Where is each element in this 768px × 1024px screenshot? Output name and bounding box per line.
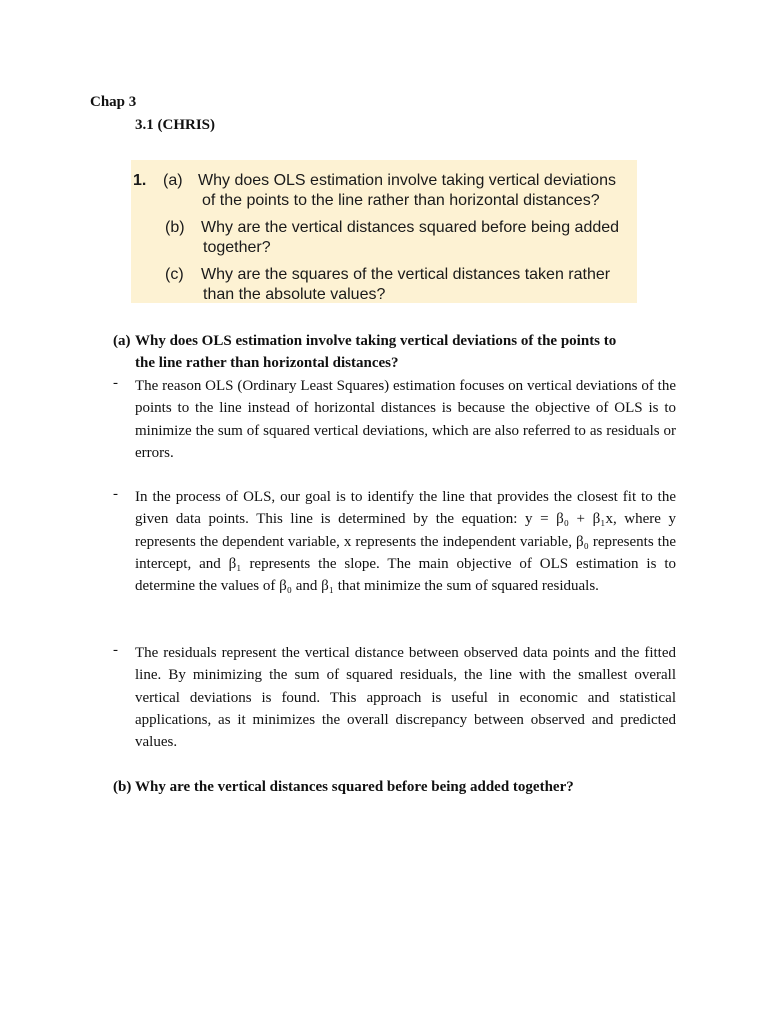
question-b-line-1: Why are the vertical distances squared before being added [201,219,620,236]
answer-a-label: (a) [113,333,131,349]
answer-b-label: (b) [113,779,132,795]
question-a-label: (a) [163,172,183,189]
answer-a-paragraph-3: The residuals represent the vertical distance between observed data points and the fitted line. By minimizing the sum of squared residuals, the line with the smallest overall vertical deviations is found. This approach is useful in economic and statistical applications, as it minimizes the overall discrepancy between observed and predicted values. [135,645,676,751]
question-c-line-1: Why are the squares of the vertical distances taken rather [201,266,611,283]
chapter-title: Chap 3 [90,94,137,110]
question-b-label: (b) [165,219,185,236]
answer-a-paragraph-2: In the process of OLS, our goal is to identify the line that provides the closest fit to the given data points. This line is determined by the equation: y = β₀ + β₁x, where y represents the dependent variable, x represents the independent variable, β₀ represents the intercept, and β₁ represents the slope. The main objective of OLS estimation is to determine the values of β₀ and β₁ that minimize the sum of squared residuals. [135,489,676,595]
question-b-line-2: together? [203,239,271,256]
answer-b-title: Why are the vertical distances squared before being added together? [135,779,574,795]
section-title: 3.1 (CHRIS) [135,117,216,133]
question-a-line-2: of the points to the line rather than horizontal distances? [202,192,600,209]
question-box [131,160,637,303]
bullet-marker: - [113,375,118,391]
bullet-marker: - [113,642,118,658]
question-a-line-1: Why does OLS estimation involve taking vertical deviations [198,172,616,189]
question-c-label: (c) [165,266,184,283]
answer-a-paragraph-1: The reason OLS (Ordinary Least Squares) estimation focuses on vertical deviations of the points to the line instead of horizontal distances is because the objective of OLS is to minimize the sum of squared vertical deviations, which are also referred to as residuals or errors. [135,378,676,461]
question-c-line-2: than the absolute values? [203,286,386,303]
answer-a-title-line-1: Why does OLS estimation involve taking vertical deviations of the points to [135,333,617,349]
answer-a-title-line-2: the line rather than horizontal distances? [135,355,399,371]
question-number: 1. [133,172,147,189]
bullet-marker: - [113,486,118,502]
